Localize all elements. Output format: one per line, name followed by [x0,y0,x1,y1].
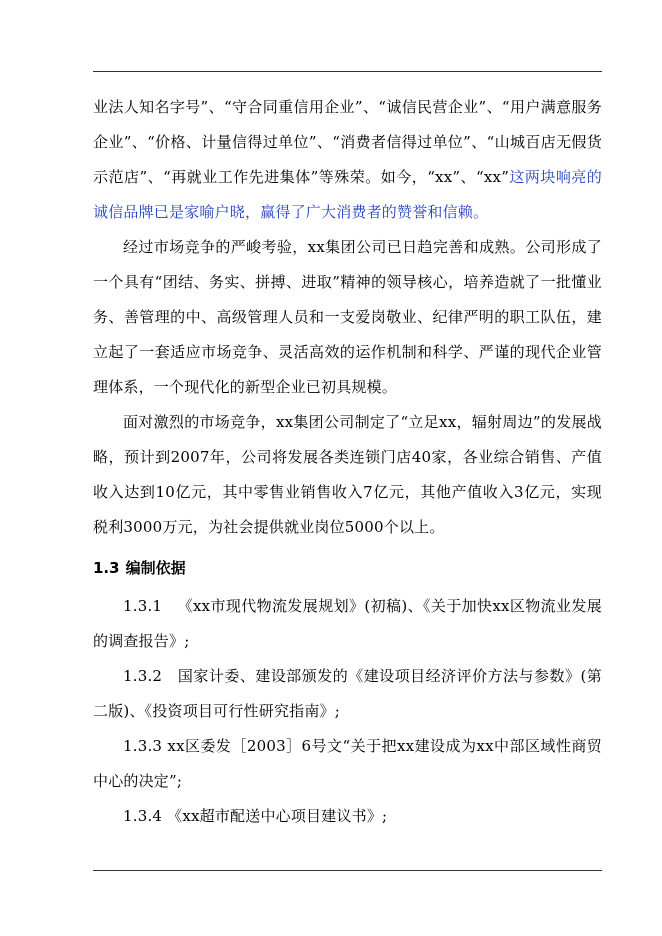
paragraph-development: 经过市场竞争的严峻考验，xx集团公司已日趋完善和成熟。公司形成了一个具有“团结、务实、拼搏、进取”精神的领导核心，培养造就了一批懂业务、善管理的中、高级管理人员和一支爱岗敬业、纪律严明的职工队伍，建立起了一套适应市场竞争、灵活高效的运作机制和科学、严谨的现代企业管理体系，一个现代化的新型企业已初具规模。 [93,238,602,396]
basis-item-text: 国家计委、建设部颁发的《建设项目经济评价方法与参数》(第二版)、《投资项目可行性研究指南》; [93,667,602,720]
basis-item-number: 1.3.2 [123,667,163,685]
basis-item-text: 《xx市现代物流发展规划》(初稿)、《关于加快xx区物流业发展的调查报告》; [93,597,602,650]
basis-item-text: xx区委发［2003］6号文“关于把xx建设成为xx中部区域性商贸中心的决定”; [93,737,602,790]
basis-item [93,589,602,659]
paragraph-strategy: 面对激烈的市场竞争，xx集团公司制定了“立足xx，辐射周边”的发展战略，预计到2007年，公司将发展各类连锁门店40家，各业综合销售、产值收入达到10亿元，其中零售业销售收入7亿元，其他产值收入3亿元，实现税利3000万元，为社会提供就业岗位5000个以上。 [93,413,602,536]
basis-item-number: 1.3.1 [123,597,163,615]
basis-item [93,729,602,799]
basis-item-number: 1.3.3 [123,737,163,755]
header-rule [93,71,602,72]
basis-item-text: 《xx超市配送中心项目建议书》; [167,807,388,825]
basis-item [93,799,602,834]
paragraph-honors-text: 业法人知名字号”、“守合同重信用企业”、“诚信民营企业”、“用户满意服务企业”、“价格、计量信得过单位”、“消费者信得过单位”、“山城百店无假货示范店”、“再就业工作先进集体”等殊荣。如今，“xx”、“xx” [93,98,602,186]
section-title: 编制依据 [125,559,186,577]
section-number: 1.3 [93,559,120,577]
document-body [93,90,602,834]
paragraph-honors-highlight: 这两块响亮的诚信品牌已是家喻户晓，赢得了广大消费者的赞誉和信赖。 [93,168,602,221]
paragraph-honors [93,90,602,230]
footer-rule [93,870,602,871]
basis-item [93,659,602,729]
section-heading [93,553,602,583]
basis-item-number: 1.3.4 [123,807,163,825]
